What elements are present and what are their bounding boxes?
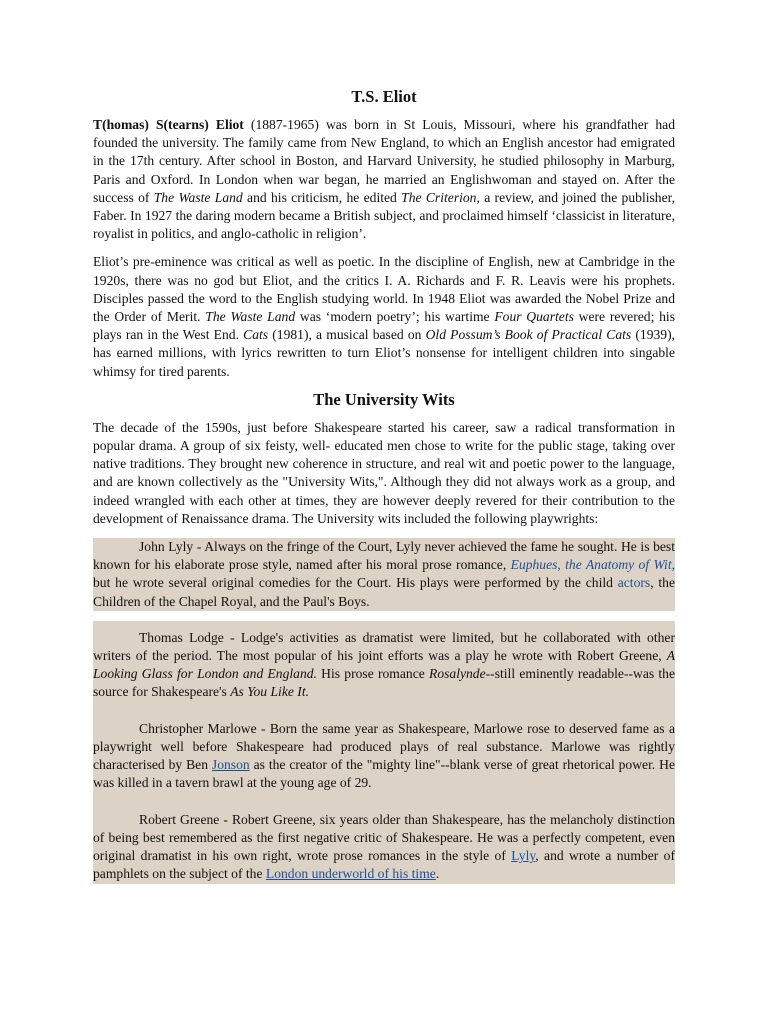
title-as-you-like-it: As You Like It.	[230, 684, 310, 700]
document-content	[93, 86, 675, 884]
greene-paragraph: Robert Greene - Robert Greene, six years older than Shakespeare, has the melancholy distinction of being best remembered as the first negative critic of Shakespeare. He was a perfectly competent, even original dramatist in his own right, wrote prose romances in the style of Lyly, and wrote a number of pamphlets on the subject of the London underworld of his time.	[93, 811, 675, 882]
title-rosalynde: Rosalynde	[429, 666, 486, 682]
title-looking-glass: A Looking Glass for London and England.	[93, 648, 675, 682]
title-criterion: The Criterion,	[401, 189, 480, 205]
title-old-possum: Old Possum’s Book of Practical Cats	[425, 327, 632, 343]
paragraph-spacer	[93, 793, 675, 811]
block-separator	[93, 611, 675, 621]
paragraph-spacer	[93, 702, 675, 720]
title-waste-land-2: The Waste Land	[205, 309, 296, 325]
eliot-paragraph-2: Eliot’s pre-eminence was critical as well as poetic. In the discipline of English, new at Cambridge in the 1920s, there was no god but Eliot, and the critics I. A. Richards and F. R. Leavis were his prophets. Disciples passed the word to the English studying world. In 1948 Eliot was awarded the Nobel Prize and the Order of Merit. The Waste Land was ‘modern poetry’; his wartime Four Quartets were revered; his plays ran in the West End. Cats (1981), a musical based on Old Possum’s Book of Practical Cats (1939), has earned millions, with lyrics rewritten to turn Eliot’s nonsense for intelligent children into singable whimsy for tired parents.	[93, 254, 676, 379]
lyly-link[interactable]: Lyly	[511, 848, 536, 864]
eliot-heading: T.S. Eliot	[351, 87, 417, 106]
jonson-link[interactable]: Jonson	[211, 757, 250, 773]
london-underworld-link[interactable]: London underworld of his time	[265, 866, 436, 882]
lodge-paragraph: Thomas Lodge - Lodge's activities as dramatist were limited, but he collaborated with other writers of the period. The most popular of his joint efforts was a play he wrote with Robert Greene, A Looking Glass for London and England. His prose romance Rosalynde--still eminently readable--was the source for Shakespeare's As You Like It.	[93, 629, 675, 700]
eliot-paragraph-1: T(homas) S(tearns) Eliot (1887-1965) was born in St Louis, Missouri, where his grandfather had founded the university. The family came from New England, to which an English ancestor had emigrated in the 17th century. After school in Boston, and Harvard University, he studied philosophy in Marburg, Paris and Oxford. In London when war began, he married an Englishwoman and stayed on. After the success of The Waste Land and his criticism, he edited The Criterion, a review, and joined the publisher, Faber. In 1927 the daring modern became a British subject, and proclaimed himself ‘classicist in literature, royalist in politics, and anglo-catholic in religion’.	[93, 117, 675, 242]
marlowe-paragraph: Christopher Marlowe - Born the same year as Shakespeare, Marlowe rose to deserved fame as a playwright well before Shakespeare had produced plays of real substance. Marlowe was rightly characterised by Ben Jonson as the creator of the "mighty line"--blank verse of great rhetorical power. He was killed in a tavern brawl at the young age of 29.	[93, 720, 675, 791]
title-four-quartets: Four Quartets	[494, 309, 574, 325]
title-waste-land: The Waste Land	[153, 189, 243, 205]
title-cats: Cats	[243, 327, 269, 343]
wits-intro-paragraph: The decade of the 1590s, just before Shakespeare started his career, saw a radical transformation in popular drama. A group of six feisty, well- educated men chose to write for the public stage, taking over native traditions. They brought new coherence in structure, and real wit and poetic power to the language, and are known collectively as the "University Wits,". Although they did not always work as a group, and indeed wrangled with each other at times, they are however deeply revered for their contribution to the development of Renaissance drama. The University wits included the following playwrights:	[93, 419, 675, 526]
eliot-full-name: T(homas) S(tearns) Eliot	[93, 117, 244, 132]
highlighted-block	[93, 611, 675, 884]
wits-heading: The University Wits	[313, 389, 455, 409]
euphues-link[interactable]: Euphues, the Anatomy of Wit,	[510, 557, 675, 573]
actors-link[interactable]: actors	[617, 575, 651, 591]
lyly-paragraph: John Lyly - Always on the fringe of the Court, Lyly never achieved the fame he sought. He is best known for his elaborate prose style, named after his moral prose romance, Euphues, the Anatomy of Wit, but he wrote several original comedies for the Court. His plays were performed by the child actors, the Children of the Chapel Royal, and the Paul's Boys.	[93, 538, 675, 611]
